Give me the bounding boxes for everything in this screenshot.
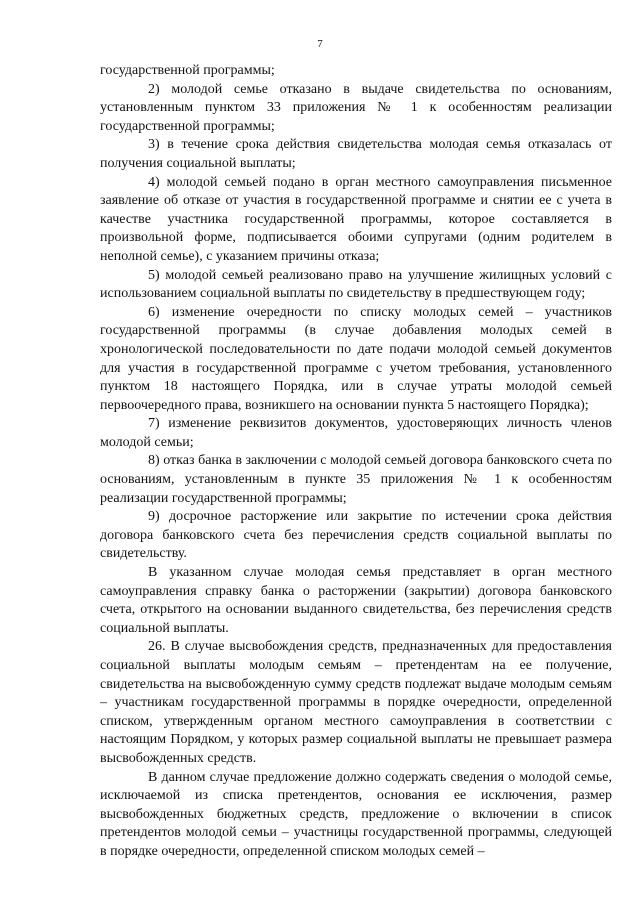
paragraph-item-8: 8) отказ банка в заключении с молодой семьей договора банковского счета по основаниям, установленным в пункте 35 приложения № 1 к особенностям реализации государственной программы;	[100, 453, 612, 506]
paragraph-item-4: 4) молодой семьей подано в орган местного самоуправления письменное заявление об отказе от участия в государственной программе и снятии ее с учета в качестве участника государственной программы, которое составляется в произвольной форме, подписывается обоими супругами (одним родителем в неполной семье), с указанием причины отказа;	[100, 174, 612, 264]
paragraph-item-7: 7) изменение реквизитов документов, удостоверяющих личность членов молодой семьи;	[100, 416, 612, 450]
paragraph-item-9: 9) досрочное расторжение или закрытие по истечении срока действия договора банковского счета без перечисления средств социальной выплаты по свидетельству.	[100, 509, 612, 562]
paragraph-item-2: 2) молодой семье отказано в выдаче свидетельства по основаниям, установленным пунктом 33 приложения № 1 к особенностям реализации государственной программы;	[100, 81, 612, 134]
paragraph-section-26: 26. В случае высвобождения средств, предназначенных для предоставления социальной выплаты молодым семьям – претендентам на ее получение, свидетельства на высвобожденную сумму средств подлежат выдаче молодым семьям – участникам государственной программы в порядке очередности, определенной списком, утвержденным органом местного самоуправления в соответствии с настоящим Порядком, у которых размер социальной выплаты не превышает размера высвобожденных средств.	[100, 639, 612, 766]
paragraph-continuation: государственной программы;	[100, 63, 275, 78]
paragraph-item-6: 6) изменение очередности по списку молодых семей – участников государственной программы (в случае добавления молодых семей в хронологической последовательности по дате подачи молодой семьей документов для участия в государственной программе с учетом требования, установленного пунктом 18 настоящего Порядка, или в случае утраты молодой семьей первоочередного права, возникшего на основании пункта 5 настоящего Порядка);	[100, 304, 612, 413]
paragraph-item-5: 5) молодой семьей реализовано право на улучшение жилищных условий с использованием социальной выплаты по свидетельству в предшествующем году;	[100, 267, 612, 302]
paragraph-proposal: В данном случае предложение должно содержать сведения о молодой семье, исключаемой из списка претендентов, основания ее исключения, размер высвобожденных бюджетных средств, предложение о включении в список претендентов молодой семьи – участницы государственной программы, следующей в порядке очередности, определенной списком молодых семей –	[100, 769, 612, 859]
document-body	[100, 62, 612, 862]
paragraph-note: В указанном случае молодая семья представляет в орган местного самоуправления справку банка о расторжении (закрытии) договора банковского счета, открытого на основании выданного свидетельства, без перечисления средств социальной выплаты.	[100, 565, 612, 636]
paragraph-item-3: 3) в течение срока действия свидетельства молодая семья отказалась от получения социальной выплаты;	[100, 137, 612, 171]
page-number: 7	[317, 38, 323, 50]
